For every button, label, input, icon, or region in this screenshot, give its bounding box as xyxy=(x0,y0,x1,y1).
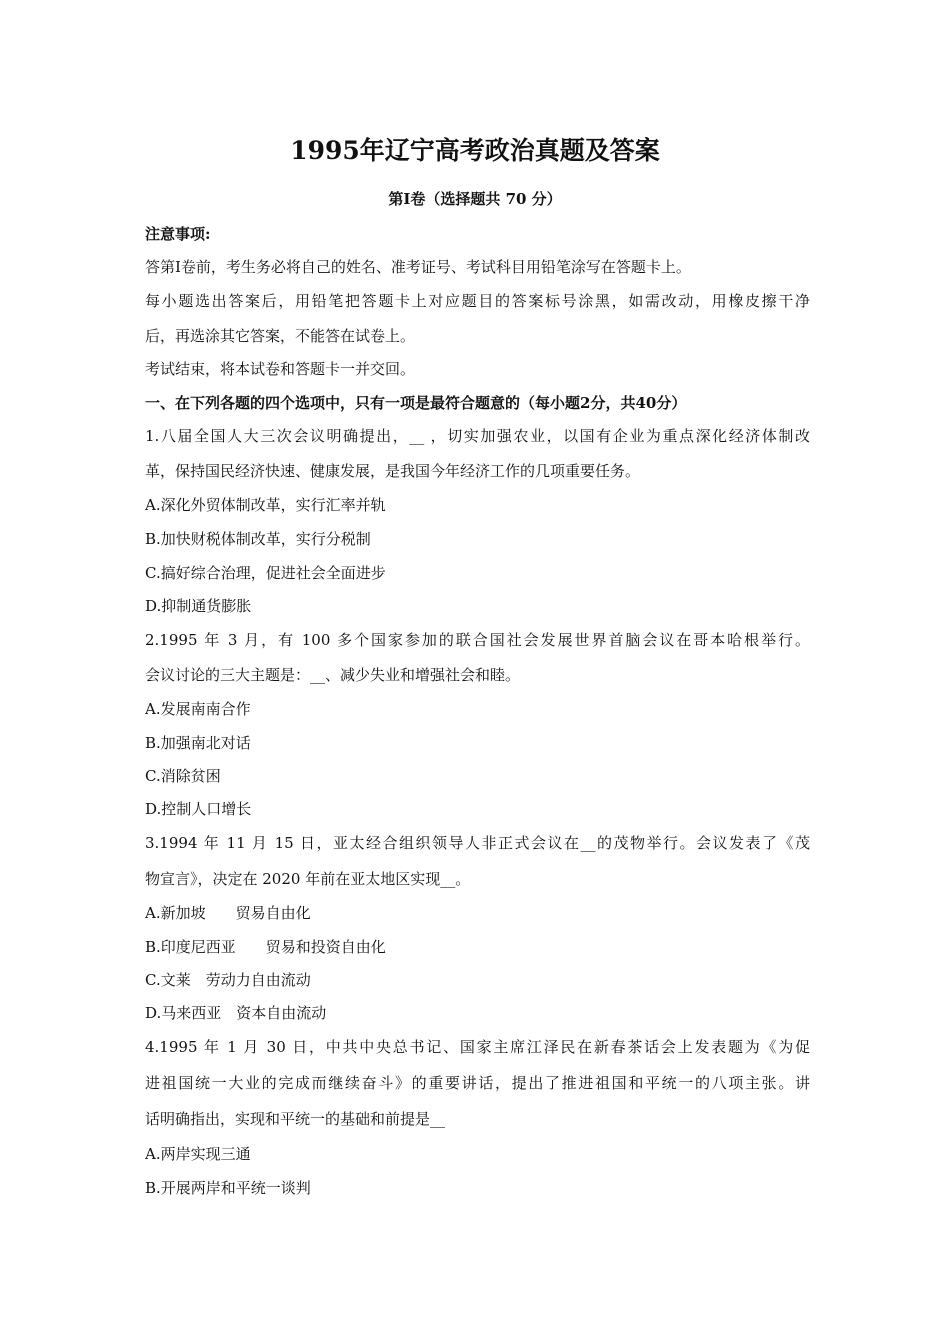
question-option: B.加强南北对话 xyxy=(145,734,251,752)
question-stem-line: 1.八届全国人大三次会议明确提出，__ ，切实加强农业，以国有企业为重点深化经济体制改 xyxy=(145,427,810,445)
question-stem-line: 物宣言》，决定在 2020 年前在亚太地区实现__。 xyxy=(145,870,471,888)
question-option: A.深化外贸体制改革，实行汇率并轨 xyxy=(145,496,386,514)
question-option: C.消除贫困 xyxy=(145,767,221,785)
note-line: 后，再选涂其它答案，不能答在试卷上。 xyxy=(145,327,416,345)
question-option: C.文莱 劳动力自由流动 xyxy=(145,971,311,989)
question-option: B.加快财税体制改革，实行分税制 xyxy=(145,530,371,548)
question-stem-line: 2.1995 年 3 月，有 100 多个国家参加的联合国社会发展世界首脑会议在哥本哈根举行。 xyxy=(145,631,810,649)
question-stem-line: 4.1995 年 1 月 30 日，中共中央总书记、国家主席江泽民在新春茶话会上发表题为《为促 xyxy=(145,1038,810,1056)
page-title: 1995年辽宁高考政治真题及答案 xyxy=(290,136,660,165)
question-option: D.控制人口增长 xyxy=(145,800,252,818)
question-option: D.马来西亚 资本自由流动 xyxy=(145,1004,327,1022)
question-stem-line: 会议讨论的三大主题是：__、减少失业和增强社会和睦。 xyxy=(145,666,521,684)
question-option: A.发展南南合作 xyxy=(145,700,251,718)
question-option: D.抑制通货膨胀 xyxy=(145,597,252,615)
question-stem-line: 话明确指出，实现和平统一的基础和前提是__ xyxy=(145,1110,446,1128)
question-stem-line: 3.1994 年 11 月 15 日，亚太经合组织领导人非正式会议在__的茂物举行。会议发表了《茂 xyxy=(145,834,810,852)
question-stem-line: 进祖国统一大业的完成而继续奋斗》的重要讲话，提出了推进祖国和平统一的八项主张。讲 xyxy=(145,1074,810,1092)
question-option: C.搞好综合治理，促进社会全面进步 xyxy=(145,564,386,582)
notes-heading: 注意事项: xyxy=(145,225,211,243)
question-option: B.印度尼西亚 贸易和投资自由化 xyxy=(145,938,386,956)
note-line: 每小题选出答案后，用铅笔把答题卡上对应题目的答案标号涂黑，如需改动，用橡皮擦干净 xyxy=(145,292,810,310)
section-one-heading: 一、在下列各题的四个选项中，只有一项是最符合题意的（每小题2分，共40分） xyxy=(145,394,687,412)
question-option: B.开展两岸和平统一谈判 xyxy=(145,1179,311,1197)
question-option: A.新加坡 贸易自由化 xyxy=(145,904,311,922)
section-subtitle: 第Ⅰ卷（选择题共 70 分） xyxy=(388,190,562,208)
note-line: 考试结束，将本试卷和答题卡一并交回。 xyxy=(145,360,416,378)
question-option: A.两岸实现三通 xyxy=(145,1145,251,1163)
note-line: 答第Ⅰ卷前，考生务必将自己的姓名、准考证号、考试科目用铅笔涂写在答题卡上。 xyxy=(145,258,691,276)
question-stem-line: 革，保持国民经济快速、健康发展，是我国今年经济工作的几项重要任务。 xyxy=(145,462,641,480)
